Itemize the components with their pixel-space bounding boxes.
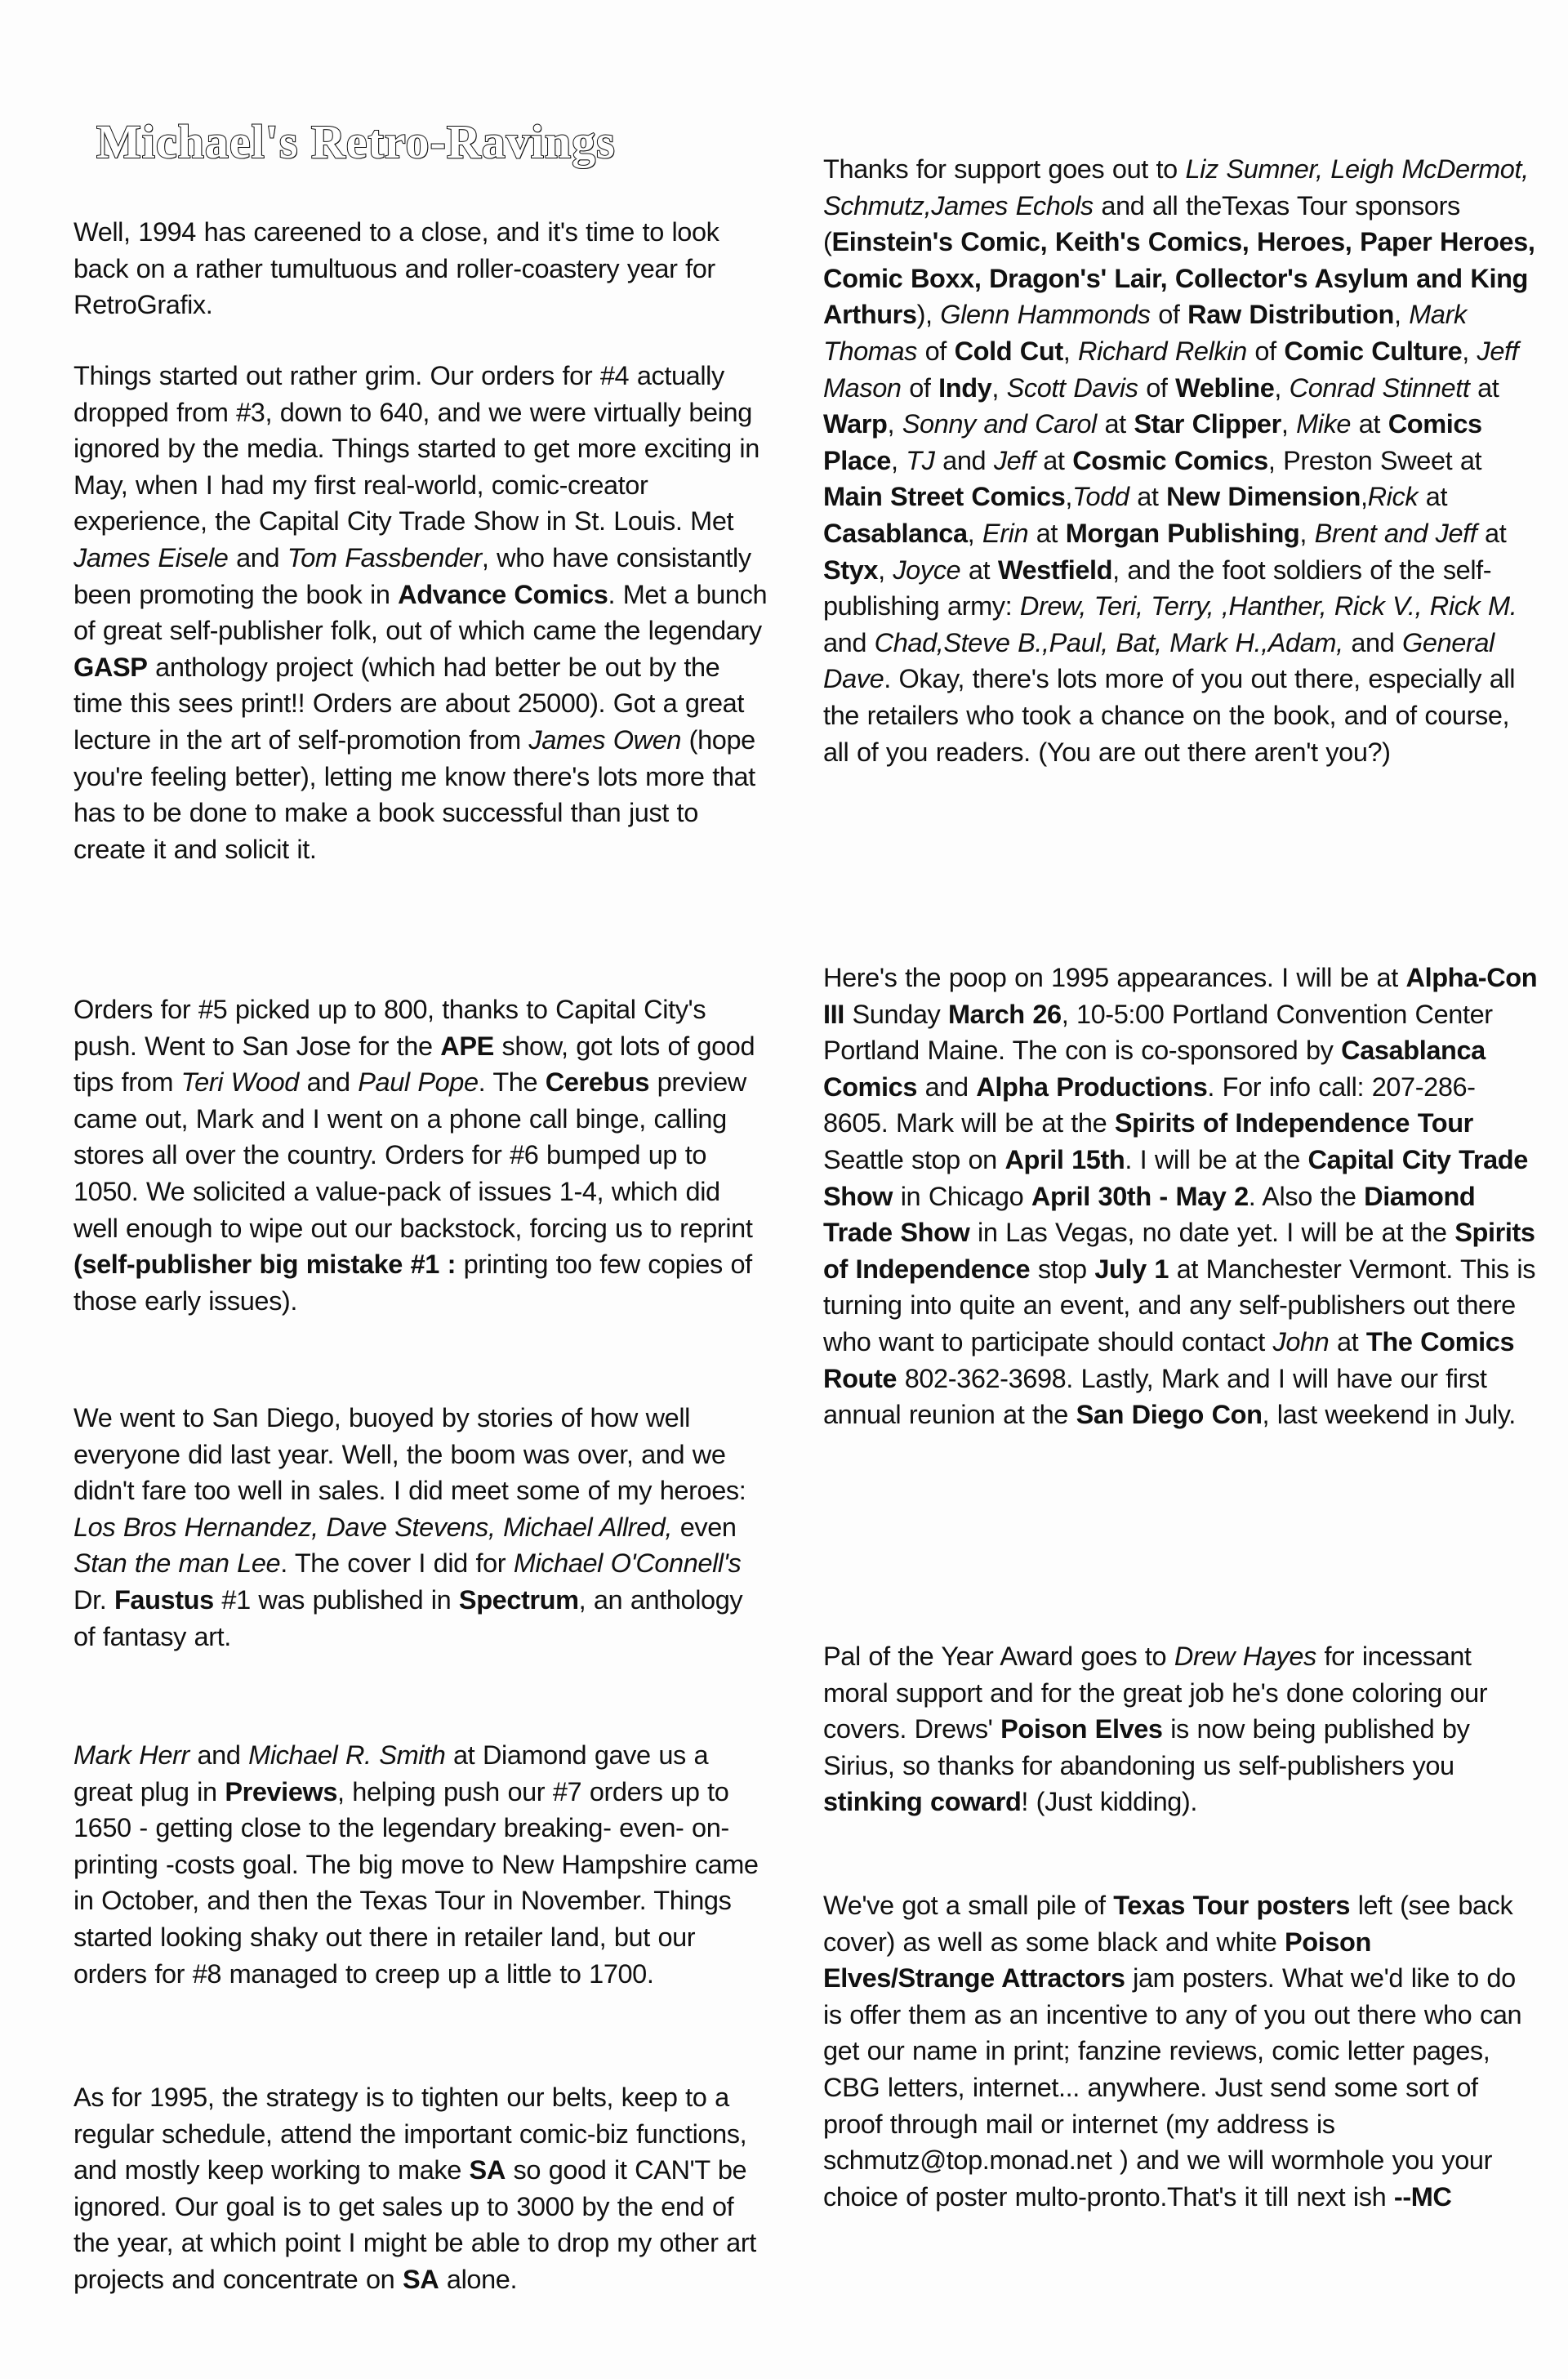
body-text: , last weekend in July. <box>1262 1400 1516 1430</box>
italic-text: Chad,Steve B.,Paul, Bat, Mark H.,Adam, <box>874 627 1343 657</box>
body-text: at <box>1028 518 1066 548</box>
body-text: at <box>1469 372 1499 403</box>
body-text: and <box>298 1067 359 1098</box>
body-text: for incessant moral support and for the great job he's done coloring our covers. Drews' <box>823 1642 1488 1744</box>
italic-text: TJ <box>906 445 935 475</box>
body-text: preview came out, Mark and I went on a phone call binge, calling stores all over the country. Orders for #6 bumped up to 1050. We solicited a value-pack of issues 1-4, which did well enough to wipe out our backstock, forcing us to reprint <box>74 1067 753 1243</box>
italic-text: Michael O'Connell's <box>513 1548 742 1579</box>
body-text: Here's the poop on 1995 appearances. I will be at <box>823 963 1406 992</box>
bold-text: Warp <box>823 409 888 439</box>
body-text: , <box>1274 372 1290 403</box>
body-text: , <box>1062 336 1079 366</box>
italic-text: Rick <box>1367 482 1419 512</box>
bold-text: Comics Place <box>823 409 1482 475</box>
bold-text: SA <box>402 2264 439 2294</box>
body-text: and <box>823 627 875 657</box>
body-text: . For info call: 207-286-8605. Mark will be at the <box>823 1071 1476 1138</box>
body-text: at <box>1418 482 1448 512</box>
body-text: at <box>1035 445 1073 475</box>
body-text: Dr. <box>74 1584 114 1615</box>
body-text: stop <box>1030 1254 1095 1284</box>
body-text: anthology project (which had better be out by the time this sees print!! Orders are about 25000). Got a great lecture in the art of self-promotion from <box>74 652 744 755</box>
italic-text: General Dave <box>823 627 1494 694</box>
italic-text: Mike <box>1296 409 1352 439</box>
bold-text: Star Clipper <box>1134 409 1281 439</box>
bold-text: Cold Cut <box>954 336 1063 366</box>
bold-text: --MC <box>1393 2181 1452 2212</box>
left-paragraph-2 <box>74 358 769 867</box>
italic-text: Paul Pope <box>358 1067 479 1098</box>
italic-text: Jeff <box>993 445 1036 475</box>
bold-text: Main Street Comics <box>823 482 1066 512</box>
body-text: so good it CAN'T be ignored. Our goal is to get sales up to 3000 by the end of the year, at which point I might be able to drop my other art projects and concentrate on <box>74 2155 756 2294</box>
bold-text: Westfield <box>997 555 1113 585</box>
body-text: Thanks for support goes out to <box>823 154 1186 184</box>
body-text: , <box>1393 300 1410 330</box>
bold-text: Raw Distribution <box>1187 300 1394 330</box>
bold-text: Cerebus <box>545 1067 650 1098</box>
left-paragraph-3 <box>74 991 769 1319</box>
body-text: , <box>887 409 902 439</box>
body-text: of <box>1246 336 1285 366</box>
bold-text: Alpha-Con III <box>823 963 1538 1029</box>
body-text: As for 1995, the strategy is to tighten our belts, keep to a regular schedule, attend the important comic-biz functions, and mostly keep working to make <box>74 2083 747 2185</box>
right-paragraph-3 <box>823 1638 1538 1820</box>
body-text: , <box>1281 409 1297 439</box>
body-text: , and the foot soldiers of the self-publishing army: <box>823 555 1492 621</box>
italic-text: Liz Sumner, Leigh McDermot, Schmutz,James Echols <box>823 154 1529 221</box>
italic-text: Drew Hayes <box>1174 1642 1316 1671</box>
body-text: Pal of the Year Award goes to <box>823 1642 1174 1671</box>
bold-text: Diamond Trade Show <box>823 1181 1476 1248</box>
body-text: . Okay, there's lots more of you out there, especially all the retailers who took a chance on the book, and of course, all of you readers. (You are out there aren't you?) <box>823 664 1516 767</box>
body-text: of <box>1138 372 1176 403</box>
bold-text: Styx <box>823 555 879 585</box>
bold-text: Poison Elves/Strange Attractors <box>823 1927 1371 1994</box>
italic-text: Stan the man Lee <box>74 1548 281 1579</box>
bold-text: San Diego Con <box>1076 1400 1263 1430</box>
body-text: at <box>1129 482 1167 512</box>
body-text: , <box>1462 336 1477 366</box>
bold-text: Alpha Productions <box>976 1071 1208 1102</box>
body-text: and all theTexas Tour sponsors ( <box>823 190 1460 257</box>
body-text: We've got a small pile of <box>823 1891 1114 1920</box>
article-title: Michael's Retro-Ravings <box>96 115 616 168</box>
bold-text: New Dimension <box>1166 482 1361 512</box>
body-text: , <box>967 518 982 548</box>
body-text: is now being published by Sirius, so thanks for abandoning us self-publishers you <box>823 1714 1470 1780</box>
italic-text: Drew, Teri, Terry, ,Hanther, Rick V., Rick M. <box>1019 591 1517 621</box>
body-text: and <box>934 445 994 475</box>
body-text: at Diamond gave us a great plug in <box>74 1740 709 1807</box>
body-text: in Chicago <box>893 1181 1031 1211</box>
body-text: and <box>189 1740 249 1770</box>
bold-text: Cosmic Comics <box>1072 445 1268 475</box>
bold-text: Spectrum <box>458 1584 579 1615</box>
body-text: at <box>1477 518 1507 548</box>
italic-text: Glenn Hammonds <box>940 300 1151 330</box>
left-paragraph-1: Well, 1994 has careened to a close, and it's time to look back on a rather tumultuous and roller-coastery year for RetroGrafix. <box>74 217 719 320</box>
bold-text: Spirits of Independence Tour <box>1114 1108 1473 1138</box>
italic-text: Richard Relkin <box>1078 336 1247 366</box>
body-text: , <box>1299 518 1315 548</box>
bold-text: Previews <box>225 1776 338 1807</box>
bold-text: The Comics Route <box>823 1326 1515 1393</box>
body-text: . The <box>478 1067 546 1098</box>
bold-text: Morgan Publishing <box>1065 518 1300 548</box>
body-text: Orders for #5 picked up to 800, thanks to Capital City's push. Went to San Jose for the <box>74 995 706 1061</box>
body-text: , <box>878 555 893 585</box>
bold-text: Einstein's Comic, Keith's Comics, Heroes, Paper Heroes, Comic Boxx, Dragon's' Lair, Collector's Asylum and King Arthurs <box>823 227 1535 330</box>
bold-text: July 1 <box>1094 1254 1169 1284</box>
italic-text: Joyce <box>893 555 961 585</box>
italic-text: Scott Davis <box>1006 372 1138 403</box>
bold-text: April 15th <box>1004 1144 1125 1174</box>
body-text: show, got lots of good tips from <box>74 1031 755 1098</box>
bold-text: Casablanca <box>823 518 968 548</box>
body-text: left (see back cover) as well as some black and white <box>823 1891 1513 1957</box>
body-text: , 10-5:00 Portland Convention Center Portland Maine. The con is co-sponsored by <box>823 999 1493 1066</box>
bold-text: Webline <box>1175 372 1275 403</box>
body-text: #1 was published in <box>213 1584 459 1615</box>
left-paragraph-4 <box>74 1400 769 1655</box>
italic-text: John <box>1272 1326 1330 1357</box>
body-text: at <box>1351 409 1388 439</box>
body-text: (hope you're feeling better), letting me know there's lots more that has to be done to make a book successful than just to create it and solicit it. <box>74 724 755 864</box>
italic-text: Erin <box>982 518 1029 548</box>
bold-text: Casablanca Comics <box>823 1036 1486 1102</box>
body-text: at Manchester Vermont. This is turning into quite an event, and any self-publishers out there who want to participate should contact <box>823 1254 1536 1357</box>
italic-text: Todd <box>1072 482 1129 512</box>
bold-text: SA <box>469 2155 506 2185</box>
body-text: 802-362-3698. Lastly, Mark and I will have our first annual reunion at the <box>823 1363 1487 1430</box>
body-text: , Preston Sweet at <box>1267 445 1482 475</box>
body-text: at <box>960 555 998 585</box>
bold-text: Spirits of Independence <box>823 1218 1535 1284</box>
body-text: , <box>1065 482 1073 512</box>
body-text: at <box>1329 1326 1366 1357</box>
body-text: and <box>917 1071 977 1102</box>
body-text: . The cover I did for <box>280 1548 514 1579</box>
bold-text: stinking coward <box>823 1787 1022 1817</box>
body-text: ! (Just kidding). <box>1021 1787 1197 1817</box>
body-text: We went to San Diego, buoyed by stories of how well everyone did last year. Well, the boom was over, and we didn't fare too well in sales. I did meet some of my heroes: <box>74 1403 746 1506</box>
bold-text: Texas Tour posters <box>1113 1891 1351 1920</box>
body-text: in Las Vegas, no date yet. I will be at the <box>969 1218 1455 1248</box>
bold-text: (self-publisher big mistake #1 : <box>74 1250 456 1280</box>
body-text: and <box>228 542 287 572</box>
italic-text: Tom Fassbender <box>287 542 482 572</box>
body-text: Seattle stop on <box>823 1144 1005 1174</box>
bold-text: Comic Culture <box>1284 336 1463 366</box>
body-text: , <box>991 372 1007 403</box>
right-paragraph-4 <box>823 1887 1538 2215</box>
bold-text: Advance Comics <box>398 579 608 609</box>
body-text: . Met a bunch of great self-publisher folk, out of which came the legendary <box>74 579 768 646</box>
body-text: at <box>1096 409 1134 439</box>
bold-text: March 26 <box>947 999 1062 1029</box>
italic-text: Mark Herr <box>74 1740 189 1770</box>
body-text: . I will be at the <box>1125 1144 1308 1174</box>
right-paragraph-2 <box>823 960 1538 1433</box>
italic-text: Teri Wood <box>180 1067 299 1098</box>
bold-text: Capital City Trade Show <box>823 1144 1528 1211</box>
left-paragraph-5 <box>74 1737 769 1992</box>
bold-text: Indy <box>938 372 992 403</box>
body-text: even <box>672 1512 737 1542</box>
body-text: ), <box>916 300 941 330</box>
body-text: , helping push our #7 orders up to 1650 - getting close to the legendary breaking- even- on- printing -costs goal. The big move to New Hampshire came in October, and then the Texas Tour in November. Things started looking shaky out there in retailer land, but our orders for #8 managed to creep up a little to 1700. <box>74 1776 759 1989</box>
body-text: printing too few copies of those early issues). <box>74 1250 752 1316</box>
italic-text: James Eisele <box>74 542 229 572</box>
italic-text: Jeff Mason <box>823 336 1519 403</box>
italic-text: Sonny and Carol <box>902 409 1097 439</box>
italic-text: James Owen <box>528 724 682 755</box>
italic-text: Conrad Stinnett <box>1289 372 1470 403</box>
body-text: , an anthology of fantasy art. <box>74 1584 743 1651</box>
body-text: , <box>890 445 906 475</box>
body-text: Sunday <box>844 999 948 1029</box>
body-text: jam posters. What we'd like to do is offer them as an incentive to any of you out there who can get our name in print; fanzine reviews, comic letter pages, CBG letters, internet... anywhere. Just send some sort of proof through mail or internet (my address is schmutz@top.monad.net ) and we will wormhole you your choice of poster multo-pronto.That's it till next ish <box>823 1963 1522 2212</box>
body-text: of <box>1150 300 1188 330</box>
body-text: of <box>901 372 939 403</box>
right-paragraph-1 <box>823 151 1538 770</box>
italic-text: Mark Thomas <box>823 300 1467 366</box>
bold-text: APE <box>440 1031 494 1061</box>
bold-text: April 30th - May 2 <box>1031 1181 1249 1211</box>
italic-text: Brent and Jeff <box>1314 518 1477 548</box>
body-text: . Also the <box>1248 1181 1365 1211</box>
bold-text: GASP <box>74 652 148 682</box>
body-text: Things started out rather grim. Our orders for #4 actually dropped from #3, down to 640, and we were virtually being ignored by the media. Things started to get more exciting in May, when I had my first real-world, comic-creator experience, the Capital City Trade Show in St. Louis. Met <box>74 361 760 537</box>
body-text: alone. <box>439 2264 518 2294</box>
body-text: and <box>1343 627 1403 657</box>
left-paragraph-6 <box>74 2079 769 2298</box>
body-text: , who have consistantly been promoting the book in <box>74 542 751 609</box>
body-text: , <box>1360 482 1368 512</box>
body-text: of <box>917 336 955 366</box>
italic-text: Michael R. Smith <box>248 1740 446 1770</box>
italic-text: Los Bros Hernandez, Dave Stevens, Michael Allred, <box>74 1512 673 1542</box>
bold-text: Poison Elves <box>1000 1714 1163 1744</box>
bold-text: Faustus <box>114 1584 214 1615</box>
